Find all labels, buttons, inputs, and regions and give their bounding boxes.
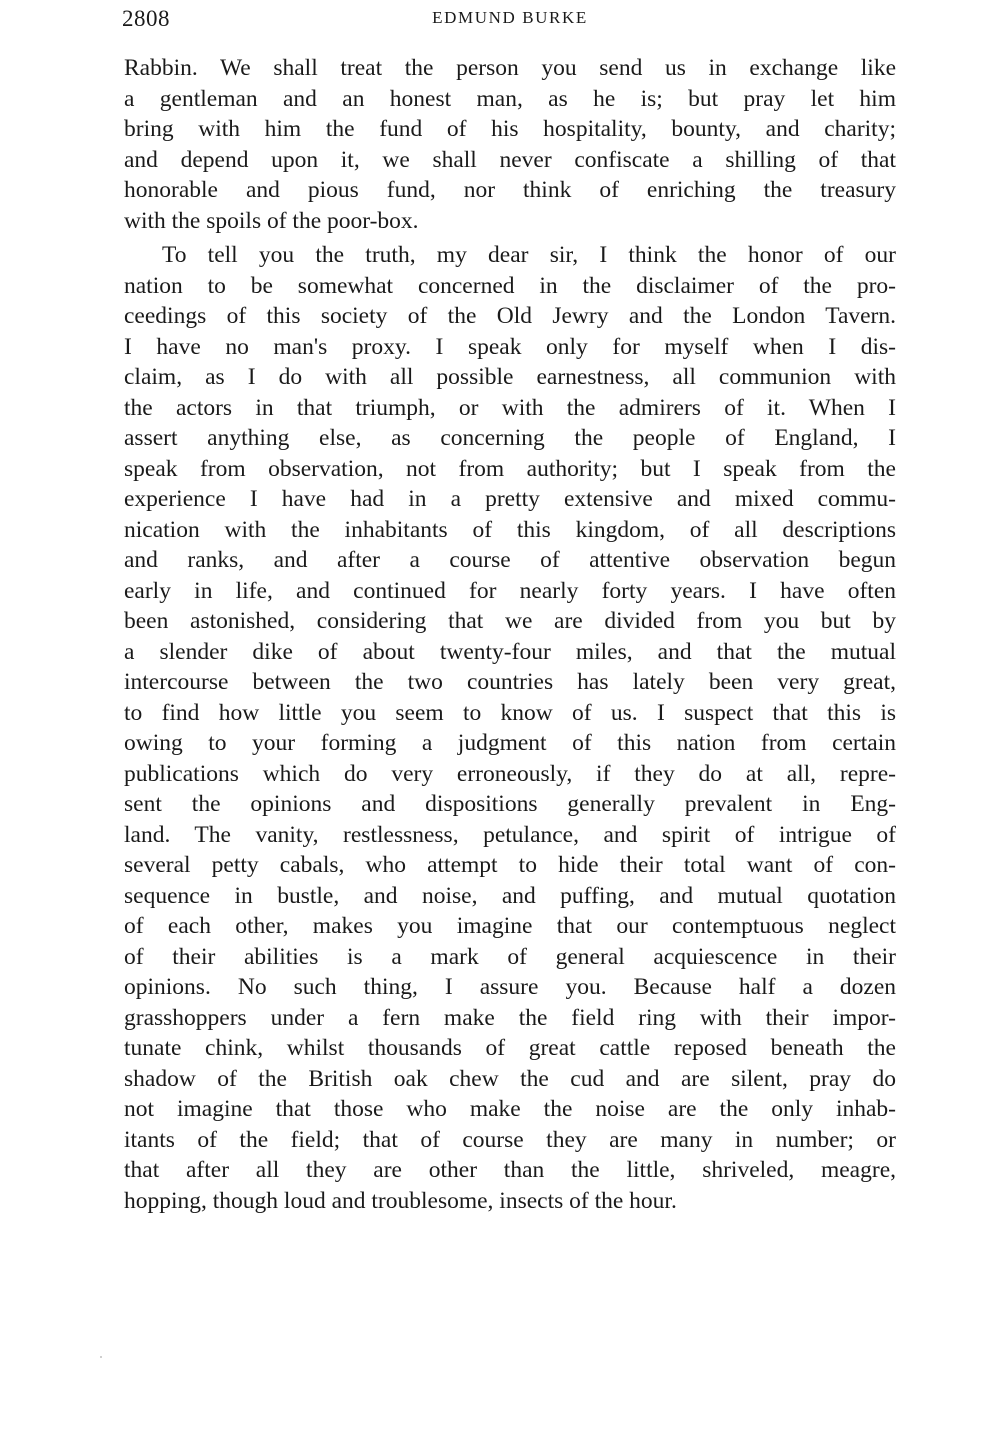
- text-line: and ranks, and after a course of attentive observation begun: [124, 547, 896, 573]
- text-line: itants of the field; that of course they are many in number; or: [124, 1126, 896, 1153]
- text-line: a slender dike of about twenty-four miles, and that the mutual: [124, 638, 896, 665]
- text-line: opinions. No such thing, I assure you. Because half a dozen: [124, 974, 896, 1000]
- text-line: sent the opinions and dispositions generally prevalent in Eng-: [124, 791, 896, 817]
- text-line: honorable and pious fund, nor think of enriching the treasury: [124, 177, 896, 203]
- scan-speck: [100, 1356, 102, 1358]
- paragraph-1: [124, 53, 896, 236]
- text-line: to find how little you seem to know of us. I suspect that this is: [124, 699, 896, 726]
- text-line: To tell you the truth, my dear sir, I think the honor of our: [162, 242, 896, 268]
- paragraph-2: [124, 240, 896, 1216]
- text-line: a gentleman and an honest man, as he is; but pray let him: [124, 85, 896, 112]
- text-line: tunate chink, whilst thousands of great cattle reposed beneath the: [124, 1035, 896, 1061]
- text-line: intercourse between the two countries has lately been very great,: [124, 669, 896, 695]
- text-line: owing to your forming a judgment of this nation from certain: [124, 730, 896, 756]
- text-line: land. The vanity, restlessness, petulance, and spirit of intrigue of: [124, 821, 896, 848]
- text-line: publications which do very erroneously, if they do at all, repre-: [124, 760, 896, 787]
- text-line: assert anything else, as concerning the people of England, I: [124, 425, 896, 451]
- text-line: not imagine that those who make the noise are the only inhab-: [124, 1096, 896, 1122]
- text-line: and depend upon it, we shall never confiscate a shilling of that: [124, 146, 896, 173]
- text-line: of their abilities is a mark of general acquiescence in their: [124, 943, 896, 970]
- text-line: hopping, though loud and troublesome, insects of the hour.: [124, 1187, 677, 1214]
- text-line: nation to be somewhat concerned in the disclaimer of the pro-: [124, 272, 896, 299]
- text-line: sequence in bustle, and noise, and puffing, and mutual quotation: [124, 882, 896, 909]
- text-line: nication with the inhabitants of this kingdom, of all descriptions: [124, 516, 896, 543]
- text-line: shadow of the British oak chew the cud and are silent, pray do: [124, 1065, 896, 1092]
- text-line: I have no man's proxy. I speak only for myself when I dis-: [124, 333, 896, 360]
- text-line: been astonished, considering that we are divided from you but by: [124, 608, 896, 634]
- text-line: ceedings of this society of the Old Jewry and the London Tavern.: [124, 303, 896, 329]
- running-head: EDMUND BURKE: [432, 8, 588, 27]
- text-line: experience I have had in a pretty extensive and mixed commu-: [124, 486, 896, 512]
- text-line: early in life, and continued for nearly forty years. I have often: [124, 577, 896, 604]
- text-line: grasshoppers under a fern make the field ring with their impor-: [124, 1004, 896, 1031]
- page-number: 2808: [122, 6, 170, 31]
- text-line: bring with him the fund of his hospitality, bounty, and charity;: [124, 116, 896, 142]
- text-line: that after all they are other than the little, shriveled, meagre,: [124, 1157, 896, 1183]
- text-line: the actors in that triumph, or with the admirers of it. When I: [124, 394, 896, 421]
- text-line: claim, as I do with all possible earnestness, all communion with: [124, 364, 896, 390]
- body-text: [124, 53, 896, 1216]
- text-line: several petty cabals, who attempt to hide their total want of con-: [124, 852, 896, 878]
- text-line: of each other, makes you imagine that our contemptuous neglect: [124, 913, 896, 939]
- text-line: speak from observation, not from authority; but I speak from the: [124, 455, 896, 482]
- text-line: Rabbin. We shall treat the person you send us in exchange like: [124, 55, 896, 81]
- text-line: with the spoils of the poor-box.: [124, 207, 419, 234]
